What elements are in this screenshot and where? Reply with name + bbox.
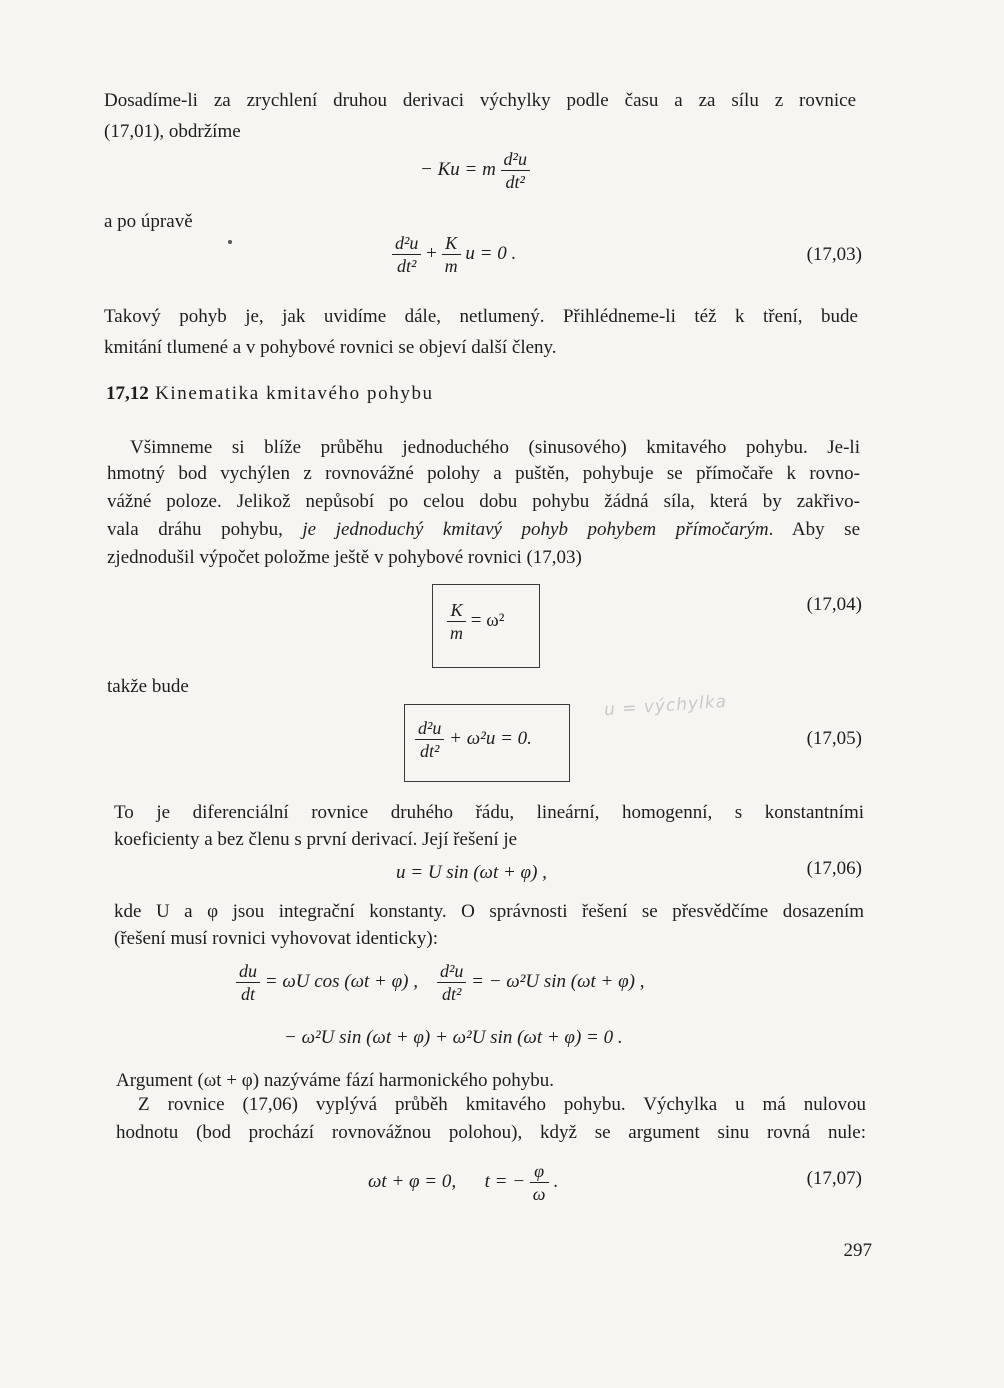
equation-part: = ωU cos (ωt + φ) , (264, 970, 418, 992)
fraction-numerator: K (447, 599, 466, 622)
equation-rest: u = 0 . (465, 242, 517, 264)
text-segment: . Aby se (768, 519, 861, 540)
section-number: 17,12 (106, 383, 149, 404)
paragraph-intro (104, 86, 856, 116)
paragraph-kinematics-l5 (107, 543, 582, 573)
text-line: (řešení musí rovnici vyhovovat identicky): (114, 928, 438, 949)
equation-17-06: u = U sin (ωt + φ) , (396, 862, 547, 883)
equation-force (420, 148, 530, 193)
section-heading (106, 383, 434, 405)
paragraph-course (138, 1090, 866, 1120)
text-line: Všimneme si blíže průběhu jednoduchého (sinusového) kmitavého pohybu. Je-li (130, 437, 860, 458)
text-line: kde U a φ jsou integrační konstanty. O správnosti řešení se přesvědčíme dosazením (114, 901, 864, 922)
fraction (530, 1160, 549, 1205)
equation-number: (17,07) (806, 1168, 862, 1189)
fraction (447, 599, 466, 644)
fraction-denominator: dt² (441, 984, 462, 1004)
ink-dot (228, 240, 232, 244)
equation-number: (17,05) (806, 728, 862, 749)
text-line: Dosadíme-li za zrychlení druhou derivaci výchylky podle času a za sílu z rovnice (104, 90, 856, 111)
equation-number: (17,04) (806, 594, 862, 615)
fraction (415, 717, 444, 762)
text-line: To je diferenciální rovnice druhého řádu, lineární, homogenní, s konstantními (114, 802, 864, 823)
equation-17-05 (415, 717, 532, 762)
equation-lhs: − Ku = m (420, 158, 496, 180)
paragraph-damping-cont (104, 333, 557, 363)
text-takze-bude: takže bude (107, 676, 189, 697)
paragraph-kinematics-l4 (107, 515, 860, 545)
fraction (442, 232, 461, 277)
paragraph-constants-cont (114, 924, 438, 954)
section-title: Kinematika kmitavého pohybu (155, 383, 434, 404)
text-line: vážné poloze. Jelikož nepůsobí po celou dobu pohybu žádná síla, která by zakřivo- (107, 491, 860, 512)
fraction-numerator: d²u (437, 960, 466, 983)
boxed-equation-17-05 (404, 704, 570, 782)
equation-17-03 (392, 232, 516, 277)
fraction-denominator: ω (532, 1184, 546, 1204)
boxed-equation-17-04 (432, 584, 540, 668)
fraction-denominator: dt² (397, 256, 417, 276)
plus-sign: + (426, 242, 437, 264)
fraction-numerator: K (442, 232, 461, 255)
equation-check: − ω²U sin (ωt + φ) + ω²U sin (ωt + φ) = 0 . (284, 1027, 623, 1048)
fraction-numerator: d²u (392, 232, 421, 255)
text-segment: vala dráhu pohybu, (107, 519, 303, 540)
equation-lhs: ωt + φ = 0, (368, 1170, 457, 1192)
fraction-numerator: du (236, 960, 260, 983)
equation-rest: = ω² (470, 609, 505, 631)
paragraph-kinematics-l3 (107, 487, 860, 517)
fraction-denominator: dt² (420, 741, 440, 761)
fraction-numerator: d²u (501, 148, 530, 171)
fraction (392, 232, 421, 277)
equation-t: t = − (484, 1170, 526, 1192)
page-number: 297 (843, 1240, 872, 1261)
equation-tail: . (553, 1170, 558, 1192)
fraction (236, 960, 260, 1005)
text-line: Z rovnice (17,06) vyplývá průběh kmitavého pohybu. Výchylka u má nulovou (138, 1094, 866, 1115)
paragraph-damping (104, 302, 858, 332)
equation-number: (17,03) (806, 244, 862, 265)
paragraph-diffeq (114, 798, 864, 828)
text-line: hodnotu (bod prochází rovnovážnou polohou), když se argument sinu rovná nule: (116, 1122, 866, 1143)
fraction-numerator: d²u (415, 717, 444, 740)
text-after-label: a po úpravě (104, 211, 193, 232)
text-line: (17,01), obdržíme (104, 121, 241, 142)
paragraph-diffeq-cont (114, 825, 517, 855)
fraction-numerator: φ (530, 1160, 549, 1183)
equation-rest: + ω²u = 0. (449, 727, 532, 749)
equation-derivatives (236, 960, 644, 1005)
paragraph-course-cont (116, 1118, 866, 1148)
equation-17-04 (447, 599, 504, 644)
text-line: kmitání tlumené a v pohybové rovnici se objeví další členy. (104, 337, 557, 358)
text-line: koeficienty a bez členu s první derivací. Její řešení je (114, 829, 518, 850)
equation-part: = − ω²U sin (ωt + φ) , (471, 970, 645, 992)
fraction-denominator: dt (240, 984, 255, 1004)
paragraph-constants (114, 897, 864, 927)
fraction-denominator: m (450, 623, 463, 643)
fraction (501, 148, 530, 193)
emphasis-text: je jednoduchý kmitavý pohyb pohybem přímočarým (302, 519, 769, 540)
equation-number: (17,06) (806, 858, 862, 879)
paragraph-kinematics-l2 (107, 459, 860, 489)
text-line: zjednodušil výpočet položme ještě v pohybové rovnici (17,03) (107, 547, 582, 568)
equation-17-07 (368, 1160, 558, 1205)
fraction (437, 960, 466, 1005)
paragraph-intro-cont (104, 117, 241, 147)
paragraph-phase: Argument (ωt + φ) nazýváme fází harmonického pohybu. (116, 1070, 554, 1091)
text-line: Takový pohyb je, jak uvidíme dále, netlumený. Přihlédneme-li též k tření, bude (104, 306, 858, 327)
fraction-denominator: dt² (505, 172, 525, 192)
fraction-denominator: m (444, 256, 458, 276)
handwritten-note: u = výchylka (603, 691, 728, 721)
text-line: hmotný bod vychýlen z rovnovážné polohy a puštěn, pohybuje se přímočaře k rovno- (107, 463, 860, 484)
